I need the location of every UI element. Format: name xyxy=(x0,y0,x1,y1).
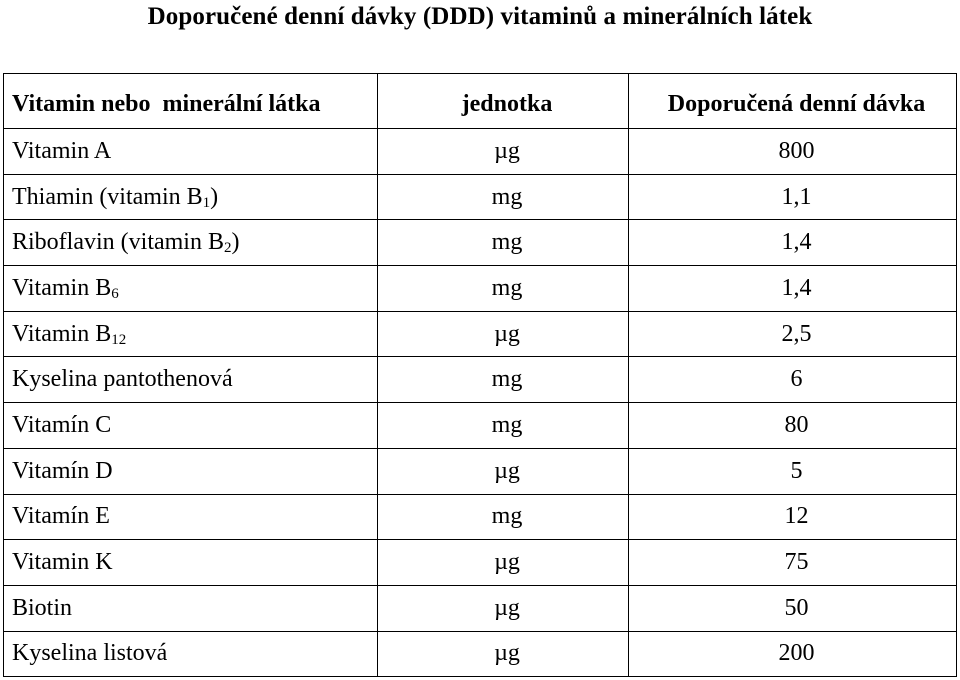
cell-unit: mg xyxy=(378,220,629,266)
substance-name: Vitamin B xyxy=(12,274,112,301)
substance-suffix: ) xyxy=(231,229,240,256)
table-row xyxy=(4,585,957,631)
header-name: Vitamin nebo minerální látka xyxy=(4,74,378,129)
table-row xyxy=(4,266,957,312)
table-body xyxy=(4,129,957,677)
cell-substance xyxy=(4,266,378,312)
cell-dose: 1,4 xyxy=(629,220,957,266)
table-header-row xyxy=(4,74,957,129)
cell-dose: 12 xyxy=(629,494,957,540)
table-row xyxy=(4,403,957,449)
substance-name: Vitamin A xyxy=(12,137,112,164)
vitamin-table xyxy=(3,73,957,677)
table-row xyxy=(4,311,957,357)
table-row xyxy=(4,174,957,220)
cell-substance xyxy=(4,540,378,586)
cell-dose: 5 xyxy=(629,448,957,494)
cell-dose: 1,1 xyxy=(629,174,957,220)
cell-unit: µg xyxy=(378,631,629,677)
cell-substance xyxy=(4,220,378,266)
substance-name: Vitamín D xyxy=(12,457,113,484)
cell-substance xyxy=(4,494,378,540)
substance-name: Vitamín C xyxy=(12,411,112,438)
table-row xyxy=(4,129,957,175)
cell-substance xyxy=(4,403,378,449)
cell-unit: mg xyxy=(378,494,629,540)
substance-name: Riboflavin (vitamin B xyxy=(12,229,224,256)
table-row xyxy=(4,220,957,266)
substance-name: Vitamin B xyxy=(12,320,112,347)
substance-name: Kyselina pantothenová xyxy=(12,366,233,393)
substance-name: Kyselina listová xyxy=(12,640,168,667)
substance-name: Vitamin K xyxy=(12,549,113,576)
cell-dose: 75 xyxy=(629,540,957,586)
cell-unit: µg xyxy=(378,311,629,357)
cell-dose: 50 xyxy=(629,585,957,631)
cell-substance xyxy=(4,174,378,220)
page-title: Doporučené denní dávky (DDD) vitaminů a minerálních látek xyxy=(147,3,813,30)
cell-substance xyxy=(4,448,378,494)
cell-dose: 800 xyxy=(629,129,957,175)
table-row xyxy=(4,631,957,677)
cell-dose: 80 xyxy=(629,403,957,449)
cell-dose: 1,4 xyxy=(629,266,957,312)
cell-unit: µg xyxy=(378,540,629,586)
cell-unit: µg xyxy=(378,129,629,175)
substance-subscript: 2 xyxy=(223,240,232,257)
cell-unit: mg xyxy=(378,403,629,449)
substance-subscript: 6 xyxy=(111,285,119,302)
cell-unit: mg xyxy=(378,266,629,312)
cell-substance xyxy=(4,357,378,403)
cell-substance xyxy=(4,311,378,357)
header-dose: Doporučená denní dávka xyxy=(629,74,957,129)
substance-suffix: ) xyxy=(210,183,219,210)
cell-dose: 200 xyxy=(629,631,957,677)
table-row xyxy=(4,494,957,540)
table-row xyxy=(4,448,957,494)
cell-dose: 6 xyxy=(629,357,957,403)
header-unit: jednotka xyxy=(378,74,629,129)
table-row xyxy=(4,357,957,403)
cell-unit: µg xyxy=(378,585,629,631)
substance-name: Vitamín E xyxy=(12,503,110,530)
cell-unit: mg xyxy=(378,174,629,220)
cell-substance xyxy=(4,585,378,631)
cell-substance xyxy=(4,631,378,677)
substance-subscript: 1 xyxy=(202,194,211,211)
cell-dose: 2,5 xyxy=(629,311,957,357)
cell-substance xyxy=(4,129,378,175)
cell-unit: µg xyxy=(378,448,629,494)
substance-subscript: 12 xyxy=(111,331,127,348)
substance-name: Biotin xyxy=(12,594,73,621)
substance-name: Thiamin (vitamin B xyxy=(12,183,203,210)
table-row xyxy=(4,540,957,586)
cell-unit: mg xyxy=(378,357,629,403)
